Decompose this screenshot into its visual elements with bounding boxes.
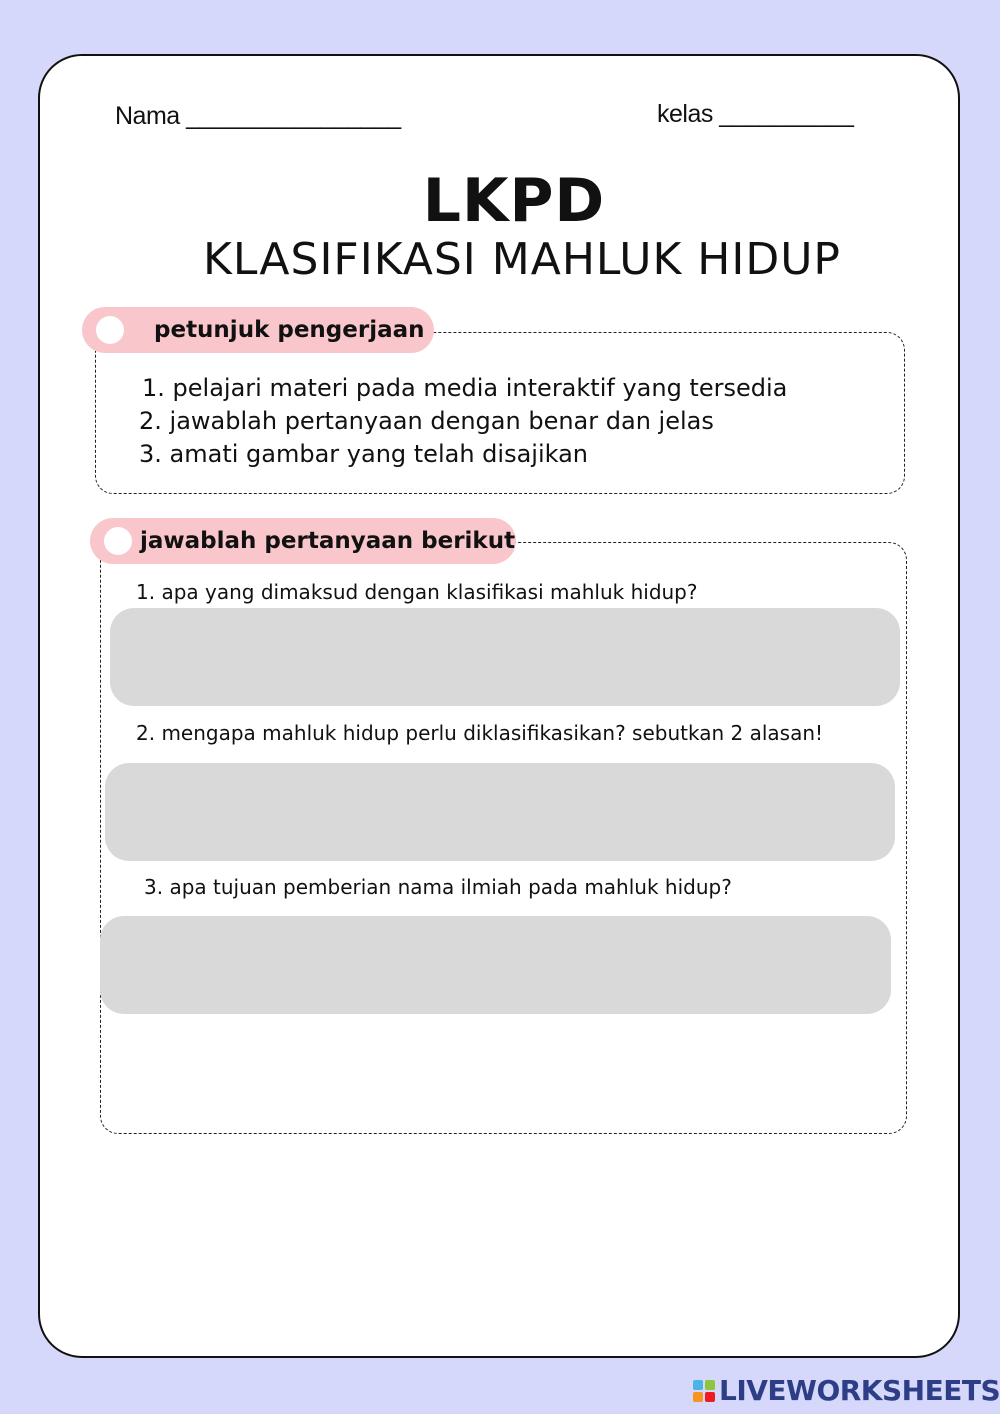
name-field-label: Nama ________________: [115, 102, 401, 130]
answer-field-1[interactable]: [110, 608, 900, 706]
instruction-item: 2. jawablah pertanyaan dengan benar dan jelas: [139, 407, 714, 435]
question-1: 1. apa yang dimaksud dengan klasifikasi mahluk hidup?: [136, 580, 698, 604]
instructions-heading-pill: [82, 307, 434, 353]
answer-field-3[interactable]: [100, 916, 891, 1014]
instruction-item: 1. pelajari materi pada media interaktif yang tersedia: [142, 374, 788, 402]
answer-field-2[interactable]: [105, 763, 895, 861]
instruction-item: 3. amati gambar yang telah disajikan: [139, 440, 589, 468]
liveworksheets-logo[interactable]: [693, 1374, 1000, 1407]
page-subtitle: KLASIFIKASI MAHLUK HIDUP: [203, 234, 841, 285]
bullet-circle-icon: [104, 527, 132, 555]
page-title: LKPD: [422, 166, 606, 236]
instructions-heading: petunjuk pengerjaan: [154, 317, 425, 343]
questions-heading: jawablah pertanyaan berikut: [140, 528, 516, 554]
bullet-circle-icon: [96, 316, 124, 344]
question-2: 2. mengapa mahluk hidup perlu diklasifikasikan? sebutkan 2 alasan!: [136, 721, 824, 745]
brand-name: LIVEWORKSHEETS: [719, 1374, 1000, 1407]
questions-heading-pill: [90, 518, 516, 564]
class-field-label: kelas __________: [657, 100, 854, 128]
liveworksheets-logo-icon: [693, 1380, 715, 1402]
question-3: 3. apa tujuan pemberian nama ilmiah pada mahluk hidup?: [144, 875, 732, 899]
